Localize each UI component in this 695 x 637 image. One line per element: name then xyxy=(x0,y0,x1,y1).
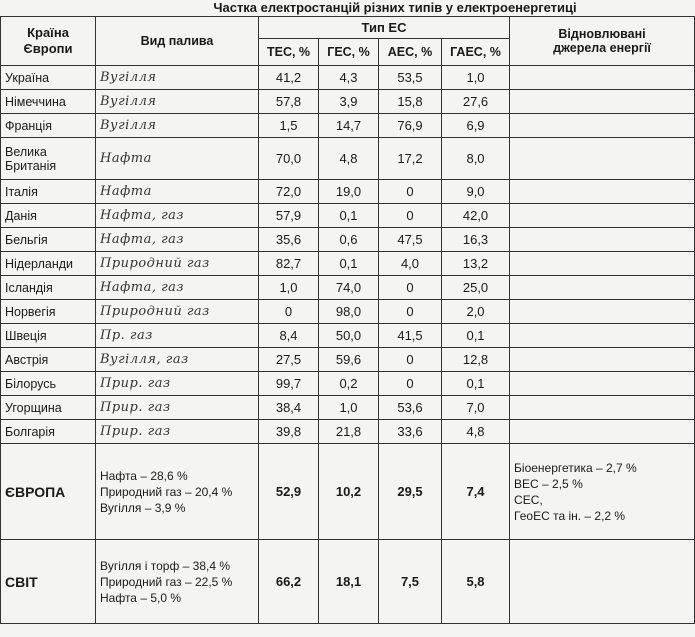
country-cell: Угорщина xyxy=(1,396,96,420)
renewables-cell xyxy=(510,276,695,300)
europe-aes-cell: 29,5 xyxy=(379,444,442,540)
gaes-cell: 7,0 xyxy=(442,396,510,420)
country-cell: Україна xyxy=(1,66,96,90)
aes-cell: 17,2 xyxy=(379,138,442,180)
gaes-cell: 4,8 xyxy=(442,420,510,444)
fuel-cell: Прир. газ xyxy=(96,420,259,444)
renewables-cell xyxy=(510,228,695,252)
tes-cell: 41,2 xyxy=(259,66,319,90)
country-cell: Білорусь xyxy=(1,372,96,396)
table-row xyxy=(1,276,695,300)
fuel-cell: Нафта, газ xyxy=(96,204,259,228)
table-row xyxy=(1,228,695,252)
tes-cell: 72,0 xyxy=(259,180,319,204)
aes-cell: 0 xyxy=(379,204,442,228)
fuel-cell: Пр. газ xyxy=(96,324,259,348)
world-renewables-cell xyxy=(510,540,695,624)
renewables-cell xyxy=(510,372,695,396)
renewables-cell xyxy=(510,114,695,138)
fuel-cell: Вугілля xyxy=(96,66,259,90)
renewables-cell xyxy=(510,324,695,348)
header-country xyxy=(1,17,96,66)
table-row xyxy=(1,66,695,90)
fuel-cell: Природний газ xyxy=(96,252,259,276)
aes-cell: 47,5 xyxy=(379,228,442,252)
country-cell: Данія xyxy=(1,204,96,228)
europe-fuel-item: Вугілля – 3,9 % xyxy=(100,500,186,515)
fuel-cell: Нафта, газ xyxy=(96,276,259,300)
europe-ges-cell: 10,2 xyxy=(319,444,379,540)
header-country-line1: Країна xyxy=(27,25,69,40)
header-row-top xyxy=(1,17,695,39)
country-cell: Швеція xyxy=(1,324,96,348)
fuel-cell: Вугілля, газ xyxy=(96,348,259,372)
fuel-cell: Нафта, газ xyxy=(96,228,259,252)
country-cell: Бельгія xyxy=(1,228,96,252)
country-cell: Норвегія xyxy=(1,300,96,324)
gaes-cell: 12,8 xyxy=(442,348,510,372)
europe-row xyxy=(1,444,695,540)
gaes-cell: 2,0 xyxy=(442,300,510,324)
table-row xyxy=(1,348,695,372)
aes-cell: 0 xyxy=(379,348,442,372)
renewables-cell xyxy=(510,396,695,420)
ges-cell: 0,2 xyxy=(319,372,379,396)
ges-cell: 59,6 xyxy=(319,348,379,372)
renewables-cell xyxy=(510,420,695,444)
fuel-cell: Нафта xyxy=(96,138,259,180)
aes-cell: 76,9 xyxy=(379,114,442,138)
ges-cell: 19,0 xyxy=(319,180,379,204)
renewables-item: Біоенергетика – 2,7 % xyxy=(514,460,637,475)
aes-cell: 0 xyxy=(379,300,442,324)
table-row xyxy=(1,324,695,348)
country-cell: Франція xyxy=(1,114,96,138)
header-tes: ТЕС, % xyxy=(259,39,319,66)
tes-cell: 1,0 xyxy=(259,276,319,300)
header-renewables-line2: джерела енергії xyxy=(553,41,651,55)
tes-cell: 57,8 xyxy=(259,90,319,114)
header-fuel: Вид палива xyxy=(96,17,259,66)
gaes-cell: 1,0 xyxy=(442,66,510,90)
country-cell: Нідерланди xyxy=(1,252,96,276)
tes-cell: 0 xyxy=(259,300,319,324)
ges-cell: 50,0 xyxy=(319,324,379,348)
table-row xyxy=(1,180,695,204)
table-row xyxy=(1,372,695,396)
aes-cell: 4,0 xyxy=(379,252,442,276)
aes-cell: 53,6 xyxy=(379,396,442,420)
world-fuel-item: Нафта – 5,0 % xyxy=(100,590,182,605)
tes-cell: 70,0 xyxy=(259,138,319,180)
europe-fuel-item: Природний газ – 20,4 % xyxy=(100,484,233,499)
aes-cell: 41,5 xyxy=(379,324,442,348)
ges-cell: 4,8 xyxy=(319,138,379,180)
header-renewables-line1: Відновлювані xyxy=(558,27,646,41)
country-cell: Австрія xyxy=(1,348,96,372)
table-row xyxy=(1,396,695,420)
country-cell: Ісландія xyxy=(1,276,96,300)
fuel-cell: Вугілля xyxy=(96,114,259,138)
table-row xyxy=(1,204,695,228)
europe-tes-cell: 52,9 xyxy=(259,444,319,540)
renewables-cell xyxy=(510,204,695,228)
country-cell: Болгарія xyxy=(1,420,96,444)
tes-cell: 99,7 xyxy=(259,372,319,396)
aes-cell: 0 xyxy=(379,372,442,396)
tes-cell: 82,7 xyxy=(259,252,319,276)
tes-cell: 38,4 xyxy=(259,396,319,420)
world-gaes-cell: 5,8 xyxy=(442,540,510,624)
fuel-cell: Прир. газ xyxy=(96,396,259,420)
ges-cell: 14,7 xyxy=(319,114,379,138)
renewables-cell xyxy=(510,348,695,372)
world-row xyxy=(1,540,695,624)
ges-cell: 0,1 xyxy=(319,204,379,228)
ges-cell: 0,1 xyxy=(319,252,379,276)
ges-cell: 1,0 xyxy=(319,396,379,420)
aes-cell: 53,5 xyxy=(379,66,442,90)
fuel-cell: Нафта xyxy=(96,180,259,204)
tes-cell: 8,4 xyxy=(259,324,319,348)
renewables-cell xyxy=(510,138,695,180)
tes-cell: 27,5 xyxy=(259,348,319,372)
tes-cell: 57,9 xyxy=(259,204,319,228)
renewables-item: СЕС, xyxy=(514,492,543,507)
table-row xyxy=(1,114,695,138)
gaes-cell: 27,6 xyxy=(442,90,510,114)
power-plants-table xyxy=(0,16,695,624)
renewables-cell xyxy=(510,300,695,324)
table-row xyxy=(1,138,695,180)
renewables-cell xyxy=(510,90,695,114)
ges-cell: 4,3 xyxy=(319,66,379,90)
header-ges: ГЕС, % xyxy=(319,39,379,66)
aes-cell: 0 xyxy=(379,276,442,300)
world-aes-cell: 7,5 xyxy=(379,540,442,624)
world-ges-cell: 18,1 xyxy=(319,540,379,624)
table-row xyxy=(1,252,695,276)
renewables-item: ГеоЕС та ін. – 2,2 % xyxy=(514,508,626,523)
europe-label: ЄВРОПА xyxy=(1,444,96,540)
gaes-cell: 6,9 xyxy=(442,114,510,138)
world-fuel-item: Природний газ – 22,5 % xyxy=(100,574,233,589)
country-cell: Німеччина xyxy=(1,90,96,114)
table-title: Частка електростанцій різних типів у електроенергетиці xyxy=(213,0,577,15)
header-aes: АЕС, % xyxy=(379,39,442,66)
europe-renewables-cell xyxy=(510,444,695,540)
tes-cell: 35,6 xyxy=(259,228,319,252)
table-row xyxy=(1,300,695,324)
ges-cell: 0,6 xyxy=(319,228,379,252)
renewables-cell xyxy=(510,66,695,90)
header-gaes: ГАЕС, % xyxy=(442,39,510,66)
ges-cell: 74,0 xyxy=(319,276,379,300)
europe-fuel-list xyxy=(96,444,259,540)
header-country-line2: Європи xyxy=(23,41,73,56)
world-label: СВІТ xyxy=(1,540,96,624)
ges-cell: 21,8 xyxy=(319,420,379,444)
renewables-cell xyxy=(510,252,695,276)
ges-cell: 98,0 xyxy=(319,300,379,324)
tes-cell: 39,8 xyxy=(259,420,319,444)
fuel-cell: Природний газ xyxy=(96,300,259,324)
world-fuel-item: Вугілля і торф – 38,4 % xyxy=(100,558,231,573)
fuel-cell: Вугілля xyxy=(96,90,259,114)
gaes-cell: 8,0 xyxy=(442,138,510,180)
tes-cell: 1,5 xyxy=(259,114,319,138)
aes-cell: 0 xyxy=(379,180,442,204)
country-cell: Італія xyxy=(1,180,96,204)
gaes-cell: 42,0 xyxy=(442,204,510,228)
europe-gaes-cell: 7,4 xyxy=(442,444,510,540)
renewables-cell xyxy=(510,180,695,204)
gaes-cell: 9,0 xyxy=(442,180,510,204)
gaes-cell: 16,3 xyxy=(442,228,510,252)
world-fuel-list xyxy=(96,540,259,624)
header-type-group: Тип ЕС xyxy=(259,17,510,39)
gaes-cell: 25,0 xyxy=(442,276,510,300)
gaes-cell: 13,2 xyxy=(442,252,510,276)
gaes-cell: 0,1 xyxy=(442,324,510,348)
header-renewables xyxy=(510,17,695,66)
aes-cell: 15,8 xyxy=(379,90,442,114)
table-row xyxy=(1,420,695,444)
world-tes-cell: 66,2 xyxy=(259,540,319,624)
country-cell: Велика Британія xyxy=(1,138,96,180)
fuel-cell: Прир. газ xyxy=(96,372,259,396)
ges-cell: 3,9 xyxy=(319,90,379,114)
aes-cell: 33,6 xyxy=(379,420,442,444)
gaes-cell: 0,1 xyxy=(442,372,510,396)
europe-fuel-item: Нафта – 28,6 % xyxy=(100,468,188,483)
renewables-item: ВЕС – 2,5 % xyxy=(514,476,583,491)
table-row xyxy=(1,90,695,114)
